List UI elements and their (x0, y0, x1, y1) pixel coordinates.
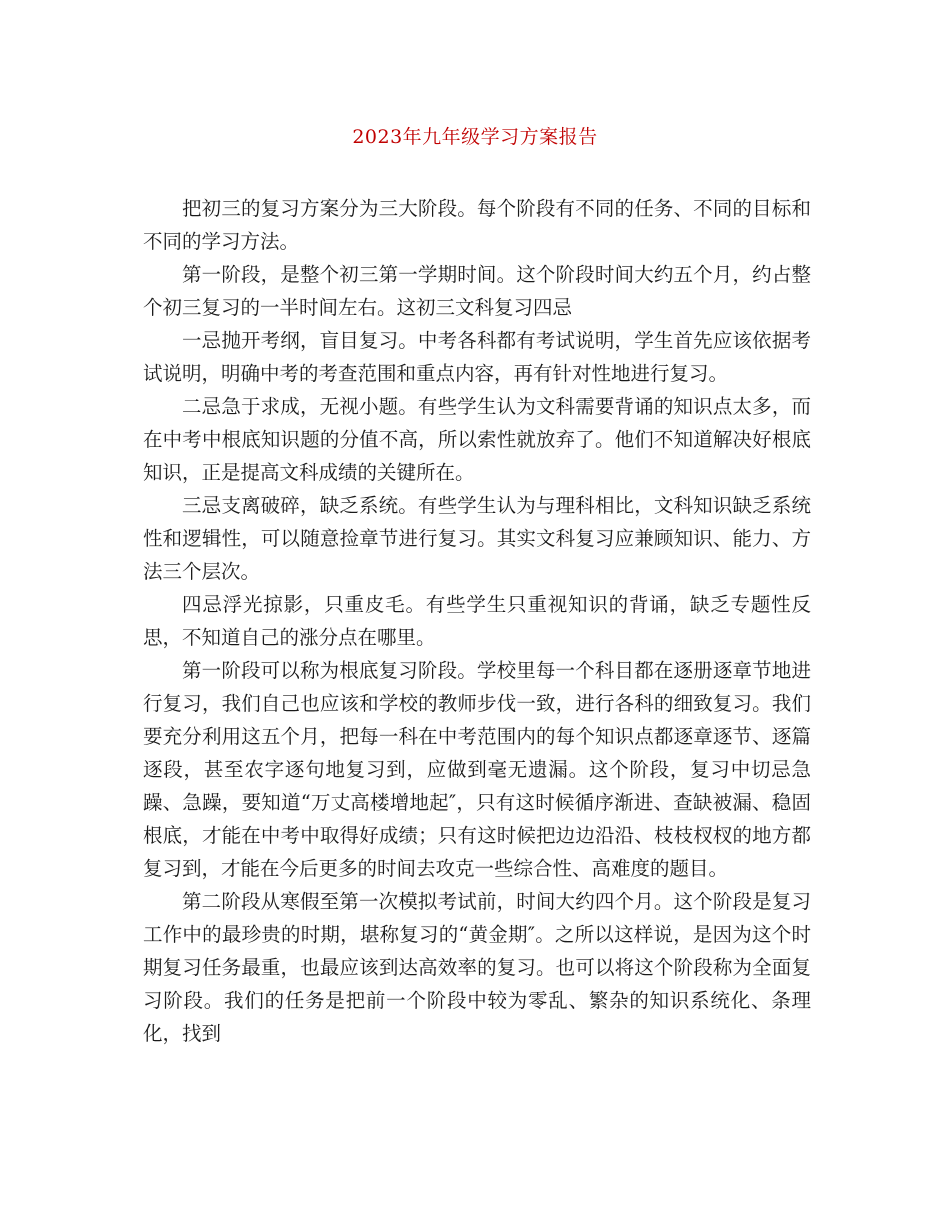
paragraph-taboo-one: 一忌抛开考纲，盲目复习。中考各科都有考试说明，学生首先应该依据考试说明，明确中考的考查范围和重点内容，再有针对性地进行复习。 (143, 329, 811, 385)
paragraph-stage-two: 第二阶段从寒假至第一次模拟考试前，时间大约四个月。这个阶段是复习工作中的最珍贵的时期，堪称复习的“黄金期″。之所以这样说，是因为这个时期复习任务最重，也最应该到达高效率的复习。也可以将这个阶段称为全面复习阶段。我们的任务是把前一个阶段中较为零乱、繁杂的知识系统化、条理化，找到 (143, 890, 811, 1045)
document-body (143, 192, 811, 1050)
paragraph-stage-one: 第一阶段，是整个初三第一学期时间。这个阶段时间大约五个月，约占整个初三复习的一半时间左右。这初三文科复习四忌 (143, 263, 811, 319)
paragraph-taboo-two: 二忌急于求成，无视小题。有些学生认为文科需要背诵的知识点太多，而在中考中根底知识题的分值不高，所以索性就放弃了。他们不知道解决好根底知识，正是提高文科成绩的关键所在。 (143, 395, 811, 484)
document-title: 2023年九年级学习方案报告 (352, 126, 598, 148)
paragraph-intro: 把初三的复习方案分为三大阶段。每个阶段有不同的任务、不同的目标和不同的学习方法。 (143, 197, 811, 253)
paragraph-taboo-three: 三忌支离破碎，缺乏系统。有些学生认为与理科相比，文科知识缺乏系统性和逻辑性，可以随意捡章节进行复习。其实文科复习应兼顾知识、能力、方法三个层次。 (143, 494, 811, 583)
paragraph-basic-review: 第一阶段可以称为根底复习阶段。学校里每一个科目都在逐册逐章节地进行复习，我们自己也应该和学校的教师步伐一致，进行各科的细致复习。我们要充分利用这五个月，把每一科在中考范围内的每个知识点都逐章逐节、逐篇逐段，甚至农字逐句地复习到，应做到毫无遗漏。这个阶段，复习中切忌急躁、急躁，要知道“万丈高楼增地起″，只有这时候循序渐进、查缺被漏、稳固根底，才能在中考中取得好成绩；只有这时候把边边沿沿、枝枝杈杈的地方都复习到，才能在今后更多的时间去攻克一些综合性、高难度的题目。 (143, 659, 811, 880)
paragraph-taboo-four: 四忌浮光掠影，只重皮毛。有些学生只重视知识的背诵，缺乏专题性反思，不知道自己的涨分点在哪里。 (143, 593, 811, 649)
